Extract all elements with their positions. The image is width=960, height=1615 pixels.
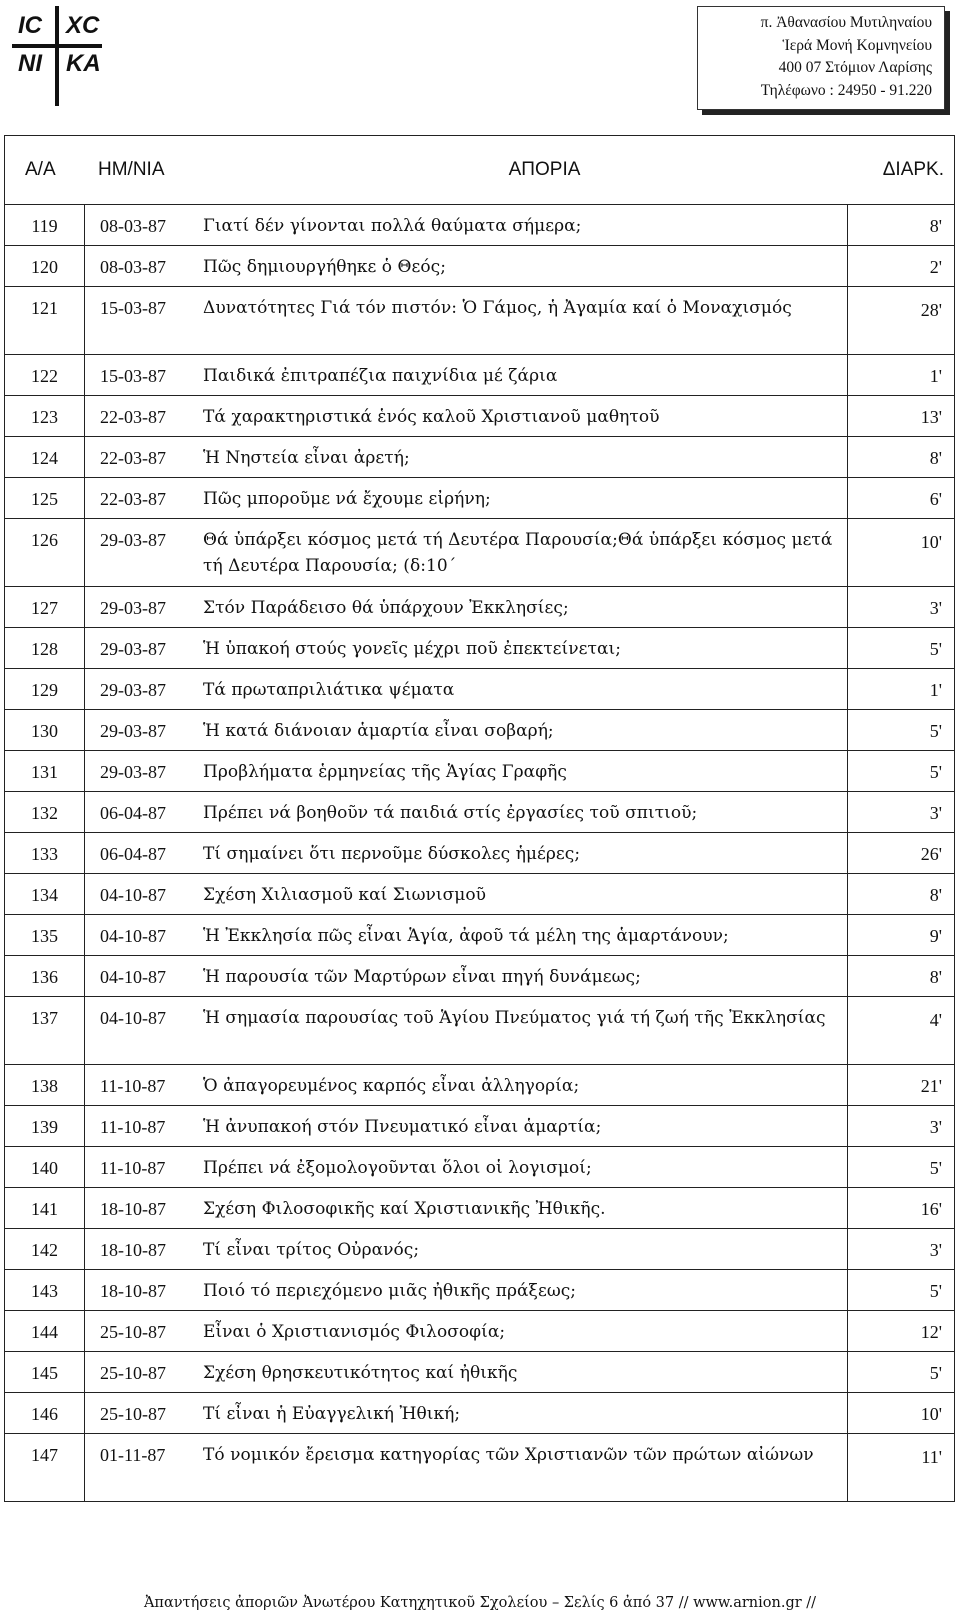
row-aa: 124 <box>5 437 85 477</box>
row-question: Ἡ Νηστεία εἶναι ἀρετή; <box>203 448 410 468</box>
logo-ni: NI <box>18 50 42 77</box>
table-row <box>5 1187 954 1228</box>
table-row <box>5 1146 954 1187</box>
row-date: 04-10-87 <box>100 1008 166 1028</box>
row-date: 18-10-87 <box>100 1199 166 1219</box>
row-question: Δυνατότητες Γιά τόν πιστόν: Ὁ Γάμος, ἡ Ἀγαμία καί ὁ Μοναχισμός <box>203 298 792 318</box>
row-aa: 143 <box>5 1270 85 1310</box>
row-duration: 21' <box>847 1065 954 1105</box>
page-footer: Ἀπαντήσεις ἀποριῶν Ἀνωτέρου Κατηχητικοῦ Σχολείου – Σελίς 6 ἀπό 37 // www.arnion.gr // <box>143 1595 817 1611</box>
logo-ic: IC <box>18 12 42 39</box>
row-aa: 146 <box>5 1393 85 1433</box>
row-duration: 28' <box>847 287 954 354</box>
row-aa: 120 <box>5 246 85 286</box>
row-question: Τά πρωταπριλιάτικα ψέματα <box>203 680 455 700</box>
row-aa: 141 <box>5 1188 85 1228</box>
header-duration: ΔΙΑΡΚ. <box>882 159 944 180</box>
table-row <box>5 436 954 477</box>
row-date: 08-03-87 <box>100 216 166 236</box>
row-question: Γιατί δέν γίνονται πολλά θαύματα σήμερα; <box>203 216 582 236</box>
row-date: 29-03-87 <box>100 721 166 741</box>
row-date: 08-03-87 <box>100 257 166 277</box>
questions-table <box>4 135 955 1502</box>
table-row <box>5 245 954 286</box>
row-question: Ἡ κατά διάνοιαν ἁμαρτία εἶναι σοβαρή; <box>203 721 554 741</box>
row-date: 11-10-87 <box>100 1158 166 1178</box>
row-aa: 145 <box>5 1352 85 1392</box>
row-question: Πῶς μποροῦμε νά ἔχουμε εἰρήνη; <box>203 489 491 509</box>
row-duration: 3' <box>847 792 954 832</box>
row-aa: 147 <box>5 1434 85 1501</box>
row-duration: 1' <box>847 669 954 709</box>
row-duration: 11' <box>847 1434 954 1501</box>
table-row <box>5 518 954 586</box>
row-duration: 1' <box>847 355 954 395</box>
row-question: Τί εἶναι ἡ Εὐαγγελική Ἠθική; <box>203 1404 461 1424</box>
row-question: Ἡ σημασία παρουσίας τοῦ Ἁγίου Πνεύματος γιά τή ζωή τῆς Ἐκκλησίας <box>203 1008 826 1028</box>
row-aa: 136 <box>5 956 85 996</box>
row-duration: 10' <box>847 1393 954 1433</box>
row-aa: 135 <box>5 915 85 955</box>
table-row <box>5 354 954 395</box>
row-aa: 126 <box>5 519 85 586</box>
table-row <box>5 286 954 354</box>
row-date: 22-03-87 <box>100 407 166 427</box>
row-aa: 142 <box>5 1229 85 1269</box>
row-question: Ἡ ὑπακοή στούς γονεῖς μέχρι ποῦ ἐπεκτείνεται; <box>203 639 621 659</box>
row-question: Τί σημαίνει ὅτι περνοῦμε δύσκολες ἡμέρες; <box>203 844 581 864</box>
table-row <box>5 1064 954 1105</box>
row-question: Ἡ Ἐκκλησία πῶς εἶναι Ἁγία, ἀφοῦ τά μέλη της ἁμαρτάνουν; <box>203 926 729 946</box>
row-duration: 5' <box>847 751 954 791</box>
row-date: 29-03-87 <box>100 530 166 550</box>
row-duration: 5' <box>847 1270 954 1310</box>
row-aa: 140 <box>5 1147 85 1187</box>
table-row <box>5 955 954 996</box>
row-duration: 5' <box>847 628 954 668</box>
row-question: Στόν Παράδεισο θά ὑπάρχουν Ἐκκλησίες; <box>203 598 569 618</box>
row-date: 22-03-87 <box>100 489 166 509</box>
address-line: π. Ἀθανασίου Μυτιληναίου <box>760 14 932 31</box>
row-date: 25-10-87 <box>100 1404 166 1424</box>
table-row <box>5 477 954 518</box>
row-question: Τό νομικόν ἔρεισμα κατηγορίας τῶν Χριστιανῶν τῶν πρώτων αἰώνων <box>203 1445 814 1465</box>
table-row <box>5 668 954 709</box>
row-duration: 3' <box>847 1229 954 1269</box>
row-question: Προβλήματα ἑρμηνείας τῆς Ἁγίας Γραφῆς <box>203 762 567 782</box>
table-row <box>5 996 954 1064</box>
header-aa: Α/Α <box>25 159 56 180</box>
row-aa: 128 <box>5 628 85 668</box>
row-duration: 9' <box>847 915 954 955</box>
table-row <box>5 1310 954 1351</box>
row-date: 06-04-87 <box>100 844 166 864</box>
table-row <box>5 914 954 955</box>
row-aa: 144 <box>5 1311 85 1351</box>
row-date: 25-10-87 <box>100 1322 166 1342</box>
row-duration: 16' <box>847 1188 954 1228</box>
table-row <box>5 1392 954 1433</box>
row-duration: 8' <box>847 874 954 914</box>
row-aa: 132 <box>5 792 85 832</box>
table-row <box>5 627 954 668</box>
table-row <box>5 395 954 436</box>
row-question: Πρέπει νά βοηθοῦν τά παιδιά στίς ἐργασίες τοῦ σπιτιοῦ; <box>203 803 698 823</box>
table-row <box>5 791 954 832</box>
row-duration: 12' <box>847 1311 954 1351</box>
table-row <box>5 832 954 873</box>
table-row <box>5 1351 954 1392</box>
address-box <box>697 6 945 110</box>
table-row <box>5 709 954 750</box>
ic-xc-nika-logo <box>12 6 102 106</box>
logo-cross-horizontal <box>12 44 102 48</box>
row-aa: 133 <box>5 833 85 873</box>
row-aa: 127 <box>5 587 85 627</box>
row-duration: 4' <box>847 997 954 1064</box>
address-line: 400 07 Στόμιον Λαρίσης <box>778 59 932 76</box>
row-date: 29-03-87 <box>100 598 166 618</box>
row-question: Θά ὑπάρξει κόσμος μετά τή Δευτέρα Παρουσία;Θά ὑπάρξει κόσμος μετά τή Δευτέρα Παρουσία; (δ:10΄ <box>203 530 833 576</box>
row-duration: 8' <box>847 956 954 996</box>
table-row <box>5 873 954 914</box>
row-question: Πῶς δημιουργήθηκε ὁ Θεός; <box>203 257 447 277</box>
row-date: 29-03-87 <box>100 762 166 782</box>
table-row <box>5 1228 954 1269</box>
table-row <box>5 204 954 245</box>
logo-cross-vertical <box>55 6 59 106</box>
row-question: Εἶναι ὁ Χριστιανισμός Φιλοσοφία; <box>203 1322 506 1342</box>
table-header <box>5 136 954 204</box>
row-aa: 125 <box>5 478 85 518</box>
row-duration: 5' <box>847 710 954 750</box>
row-question: Ἡ παρουσία τῶν Μαρτύρων εἶναι πηγή δυνάμεως; <box>203 967 641 987</box>
row-question: Σχέση Φιλοσοφικῆς καί Χριστιανικῆς Ἠθικῆς. <box>203 1199 606 1219</box>
table-row <box>5 1433 954 1501</box>
row-duration: 10' <box>847 519 954 586</box>
logo-ka: KA <box>66 50 101 77</box>
address-line: Τηλέφωνο : 24950 - 91.220 <box>760 81 932 99</box>
row-date: 18-10-87 <box>100 1281 166 1301</box>
row-date: 29-03-87 <box>100 680 166 700</box>
address-line: Ἱερά Μονή Κομνηνείου <box>782 36 932 54</box>
row-question: Τά χαρακτηριστικά ἑνός καλοῦ Χριστιανοῦ μαθητοῦ <box>203 407 660 427</box>
table-row <box>5 750 954 791</box>
row-aa: 122 <box>5 355 85 395</box>
row-date: 15-03-87 <box>100 366 166 386</box>
table-row <box>5 1269 954 1310</box>
row-aa: 134 <box>5 874 85 914</box>
row-aa: 123 <box>5 396 85 436</box>
row-aa: 119 <box>5 205 85 245</box>
row-aa: 138 <box>5 1065 85 1105</box>
row-duration: 26' <box>847 833 954 873</box>
row-question: Ὁ ἀπαγορευμένος καρπός εἶναι ἀλληγορία; <box>203 1076 580 1096</box>
row-aa: 139 <box>5 1106 85 1146</box>
row-date: 11-10-87 <box>100 1076 166 1096</box>
row-question: Τί εἶναι τρίτος Οὐρανός; <box>203 1240 420 1260</box>
logo-xc: XC <box>66 12 100 39</box>
row-duration: 3' <box>847 1106 954 1146</box>
row-date: 18-10-87 <box>100 1240 166 1260</box>
row-question: Πρέπει νά ἐξομολογοῦνται ὅλοι οἱ λογισμοί; <box>203 1158 592 1178</box>
row-duration: 8' <box>847 437 954 477</box>
row-duration: 13' <box>847 396 954 436</box>
row-question: Σχέση θρησκευτικότητος καί ἠθικῆς <box>203 1363 518 1383</box>
row-duration: 3' <box>847 587 954 627</box>
row-date: 25-10-87 <box>100 1363 166 1383</box>
row-duration: 5' <box>847 1352 954 1392</box>
table-row <box>5 586 954 627</box>
row-aa: 137 <box>5 997 85 1064</box>
row-aa: 121 <box>5 287 85 354</box>
row-date: 04-10-87 <box>100 885 166 905</box>
row-date: 06-04-87 <box>100 803 166 823</box>
row-aa: 131 <box>5 751 85 791</box>
row-question: Σχέση Χιλιασμοῦ καί Σιωνισμοῦ <box>203 885 487 905</box>
row-date: 22-03-87 <box>100 448 166 468</box>
header-question: ΑΠΟΡΙΑ <box>508 159 581 180</box>
row-duration: 5' <box>847 1147 954 1187</box>
row-question: Παιδικά ἐπιτραπέζια παιχνίδια μέ ζάρια <box>203 366 558 386</box>
row-duration: 6' <box>847 478 954 518</box>
row-date: 11-10-87 <box>100 1117 166 1137</box>
row-date: 01-11-87 <box>100 1445 166 1465</box>
row-date: 04-10-87 <box>100 967 166 987</box>
row-aa: 130 <box>5 710 85 750</box>
row-duration: 8' <box>847 205 954 245</box>
row-aa: 129 <box>5 669 85 709</box>
header-date: ΗΜ/ΝΙΑ <box>98 159 165 180</box>
table-row <box>5 1105 954 1146</box>
row-date: 04-10-87 <box>100 926 166 946</box>
row-date: 15-03-87 <box>100 298 166 318</box>
row-question: Ἡ ἀνυπακοή στόν Πνευματικό εἶναι ἁμαρτία; <box>203 1117 602 1137</box>
row-duration: 2' <box>847 246 954 286</box>
row-date: 29-03-87 <box>100 639 166 659</box>
row-question: Ποιό τό περιεχόμενο μιᾶς ἠθικῆς πράξεως; <box>203 1281 577 1301</box>
